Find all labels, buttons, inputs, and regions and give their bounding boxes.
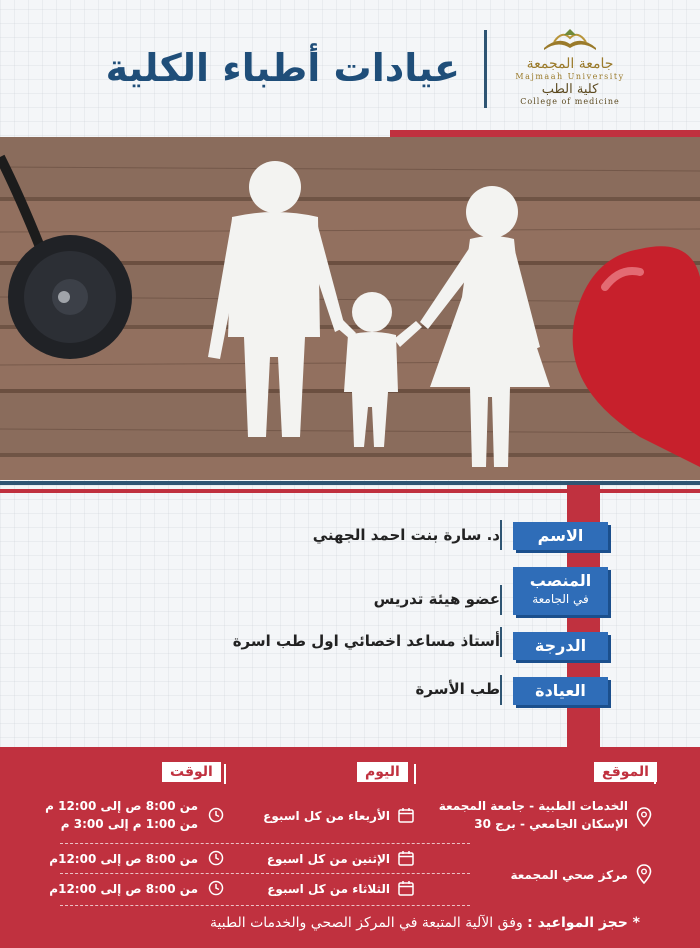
- header-divider: [484, 30, 487, 108]
- clinic-label-text: العيادة: [535, 681, 586, 700]
- location-2: مركز صحي المجمعة: [510, 868, 628, 882]
- rank-label: [513, 632, 608, 660]
- time-1-line1: من 8:00 ص إلى 12:00 م: [45, 799, 198, 813]
- location-1-line2: الإسكان الجامعي - برج 30: [474, 817, 628, 831]
- photo-top-accent: [390, 130, 700, 137]
- location-header-line: [654, 764, 656, 784]
- logo-college-en: College of medicine: [520, 97, 620, 106]
- time-3: من 8:00 ص إلى 12:00م: [49, 882, 198, 896]
- location-pin-icon: [636, 807, 652, 827]
- day-1: الأربعاء من كل اسبوع: [263, 809, 390, 823]
- day-header: اليوم: [357, 762, 408, 782]
- clinic-value-line: [500, 675, 502, 705]
- schedule-separator: [60, 843, 470, 844]
- logo-university-en: Majmaah University: [515, 72, 625, 81]
- clock-icon: [208, 850, 224, 866]
- booking-note: [210, 915, 640, 931]
- day-2: الإثنين من كل اسبوع: [266, 852, 390, 866]
- clock-icon: [208, 807, 224, 823]
- name-label: [513, 522, 608, 550]
- location-pin-icon: [636, 864, 652, 884]
- header: [0, 0, 700, 132]
- clinic-label: [513, 677, 608, 705]
- family-cutout: [208, 161, 550, 467]
- position-value-line: [500, 585, 502, 615]
- time-1-line2: من 1:00 م إلى 3:00 م: [60, 817, 198, 831]
- location-1-line1: الخدمات الطبية - جامعة المجمعة: [438, 799, 628, 813]
- booking-note-text: وفق الآلية المتبعة في المركز الصحي والخدمات الطبية: [210, 915, 523, 931]
- logo-university-ar: جامعة المجمعة: [526, 56, 614, 72]
- doctor-rank: أستاذ مساعد اخصائي اول طب اسرة: [232, 632, 500, 650]
- time-header-line: [224, 764, 226, 784]
- calendar-icon: [398, 880, 414, 896]
- rank-value-line: [500, 627, 502, 657]
- name-label-text: الاسم: [537, 526, 584, 545]
- calendar-icon: [398, 807, 414, 823]
- doctor-position: عضو هيئة تدريس: [373, 590, 500, 608]
- booking-note-label: * حجز المواعيد :: [527, 915, 640, 931]
- rank-label-text: الدرجة: [534, 636, 587, 655]
- time-2: من 8:00 ص إلى 12:00م: [49, 852, 198, 866]
- hero-photo: [0, 137, 700, 480]
- position-label-sub: في الجامعة: [532, 592, 589, 606]
- stethoscope-icon: [0, 157, 132, 359]
- calendar-icon: [398, 850, 414, 866]
- university-logo: [505, 26, 635, 116]
- location-header: الموقع: [594, 762, 657, 782]
- name-value-line: [500, 520, 502, 550]
- doctor-name: د. سارة بنت احمد الجهني: [312, 526, 500, 544]
- day-header-line: [414, 764, 416, 784]
- schedule-separator: [60, 905, 470, 906]
- page-title: عيادات أطباء الكلية: [105, 46, 460, 90]
- hero-illustration: [0, 137, 700, 480]
- logo-college-ar: كلية الطب: [541, 82, 599, 97]
- day-3: الثلاثاء من كل اسبوع: [267, 882, 390, 896]
- position-label: [513, 567, 608, 615]
- position-label-text: المنصب: [529, 571, 592, 590]
- clock-icon: [208, 880, 224, 896]
- doctor-clinic: طب الأسرة: [415, 680, 500, 698]
- time-header: الوقت: [162, 762, 221, 782]
- schedule-separator: [60, 873, 470, 874]
- heart-icon: [573, 246, 700, 467]
- book-emblem-icon: [540, 26, 600, 52]
